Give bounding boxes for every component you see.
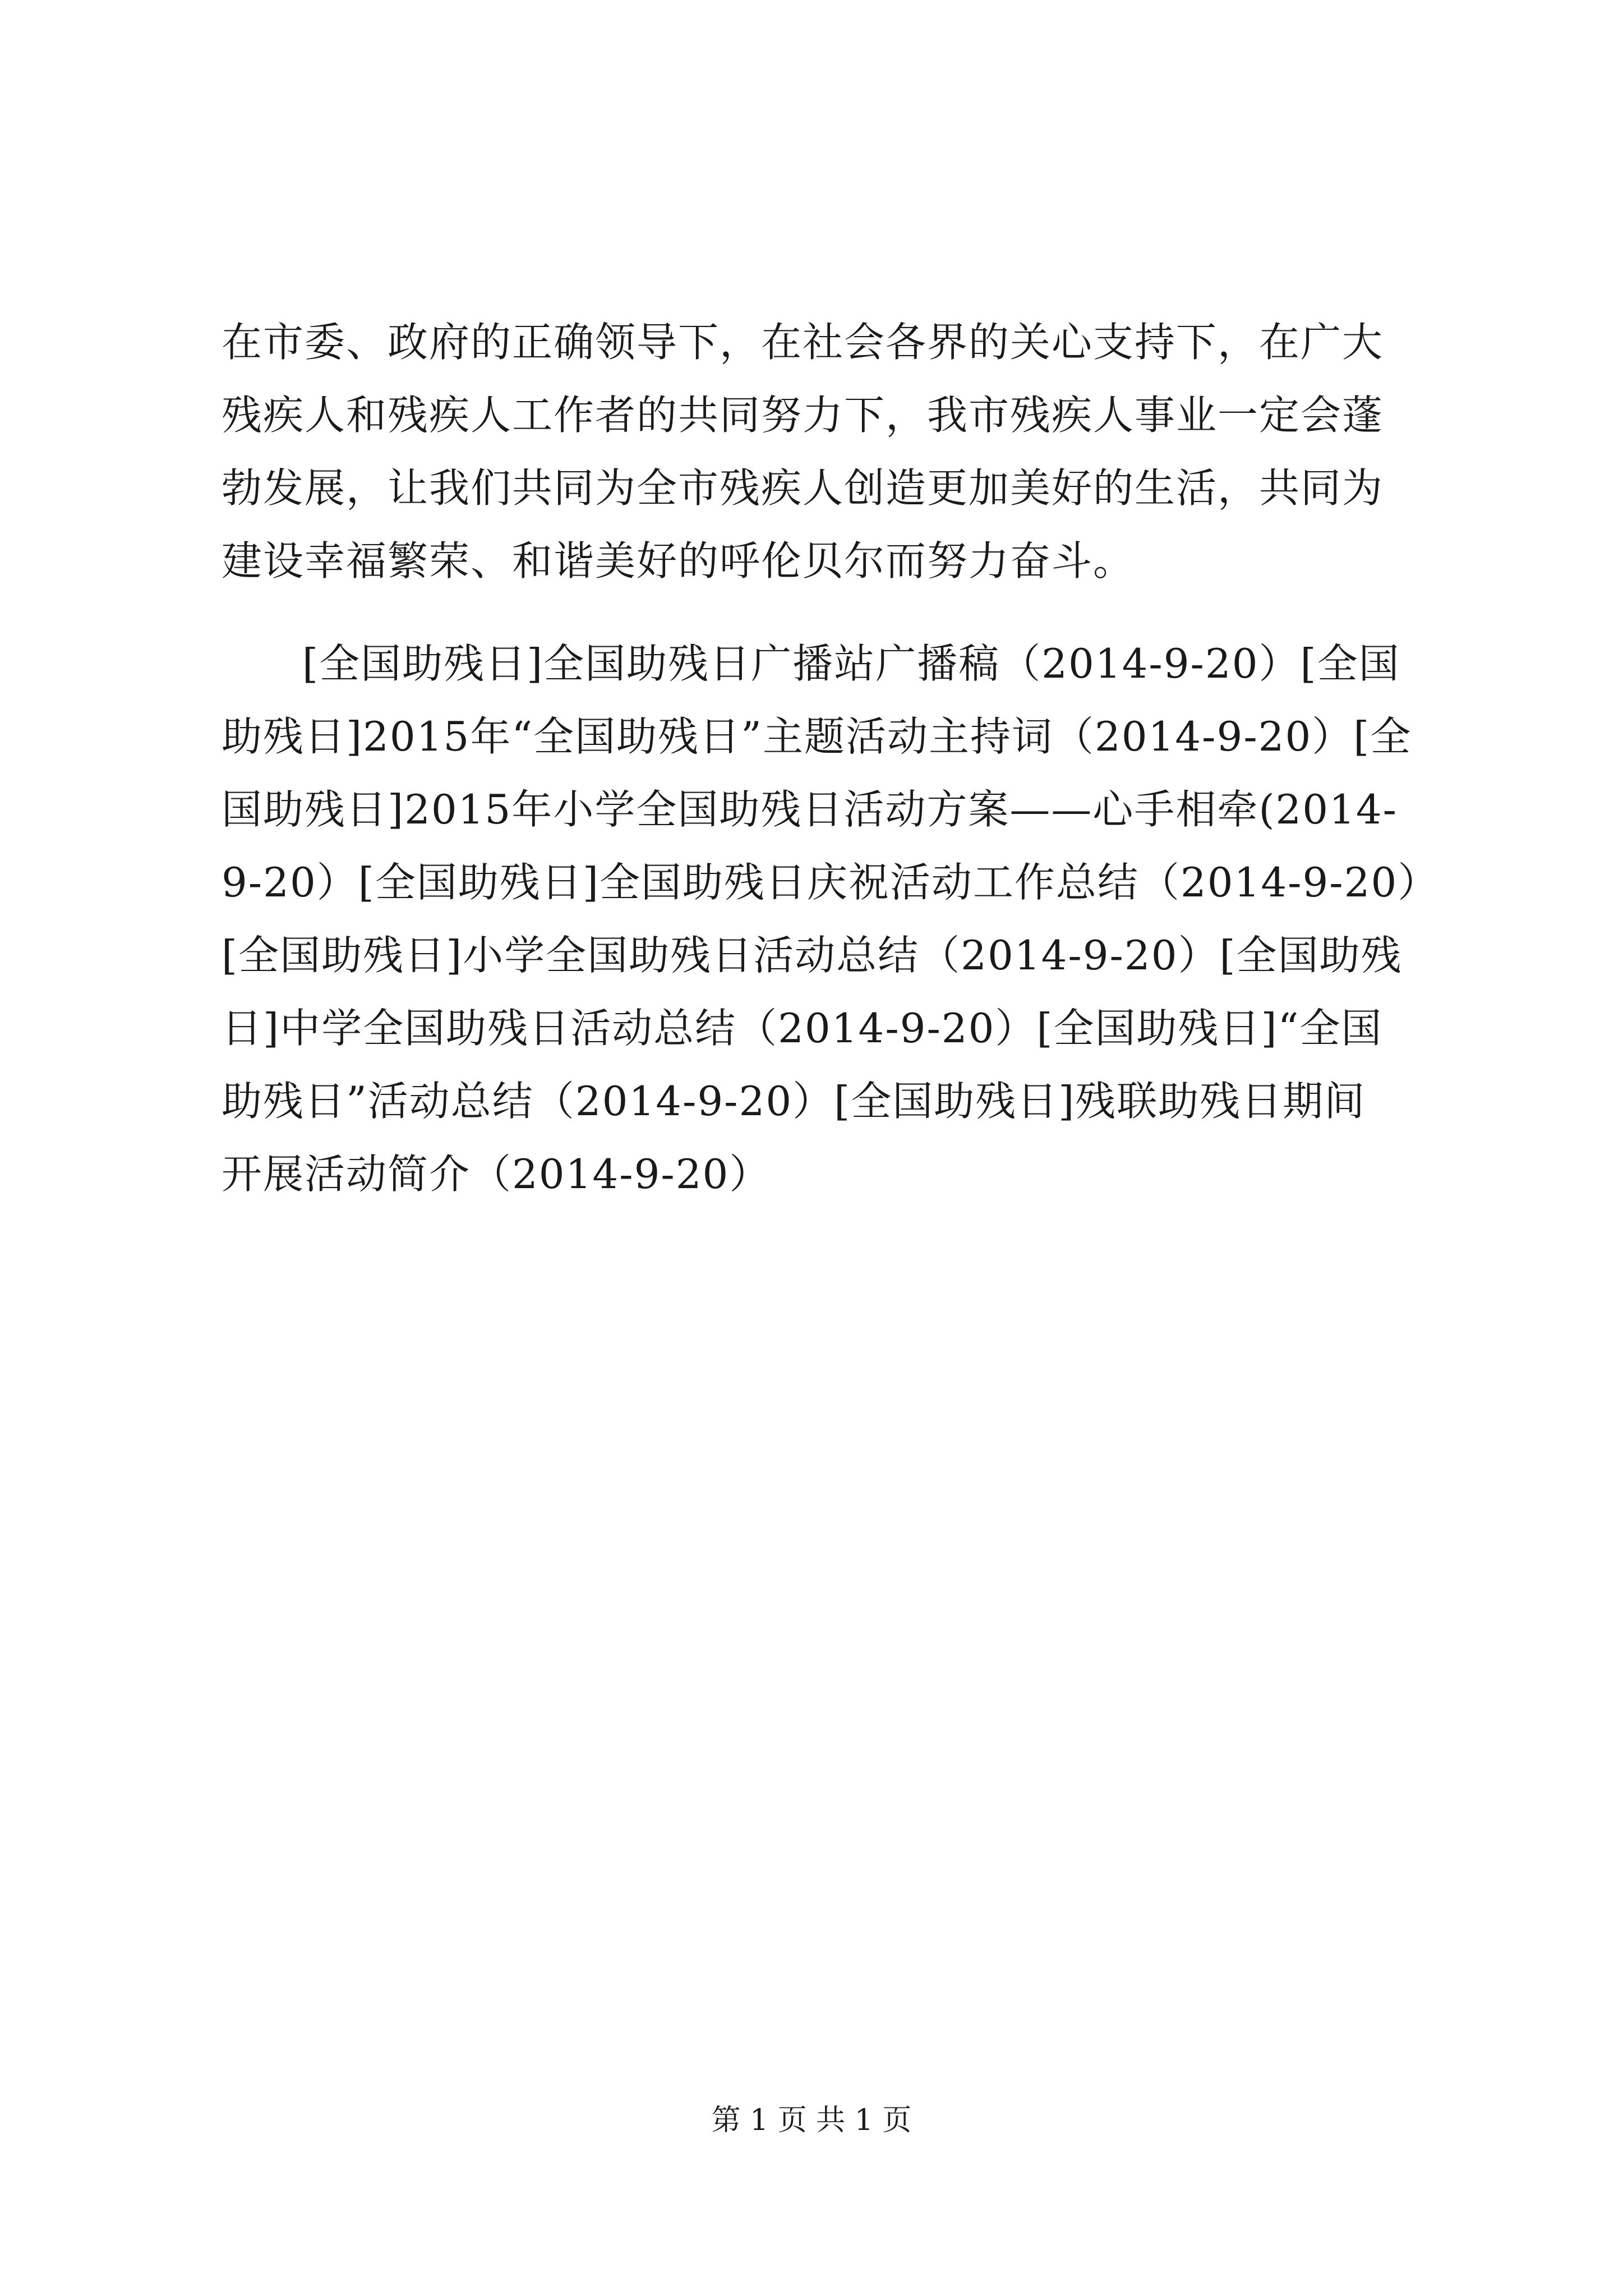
paragraph-line: 勃发展，让我们共同为全市残疾人创造更加美好的生活，共同为: [222, 464, 1384, 512]
paragraph-line: 残疾人和残疾人工作者的共同努力下，我市残疾人事业一定会蓬: [222, 392, 1384, 439]
paragraph-related-articles: [222, 627, 1440, 1211]
paragraph-line: 助残日”活动总结（2014-9-20）[全国助残日]残联助残日期间: [222, 1078, 1366, 1125]
paragraph-line: 日]中学全国助残日活动总结（2014-9-20）[全国助残日]“全国: [222, 1005, 1383, 1052]
paragraph-line: 开展活动简介（2014-9-20）: [222, 1151, 771, 1198]
paragraph-line: 助残日]2015年“全国助残日”主题活动主持词（2014-9-20）[全: [222, 713, 1412, 760]
paragraph-line: [全国助残日]小学全国助残日活动总结（2014-9-20）[全国助残: [222, 932, 1403, 979]
paragraph-line: 在市委、政府的正确领导下，在社会各界的关心支持下，在广大: [222, 319, 1384, 366]
page-footer: 第 1 页 共 1 页: [711, 2104, 912, 2137]
paragraph-line: [全国助残日]全国助残日广播站广播稿（2014-9-20）[全国: [302, 640, 1400, 687]
paragraph-line: 9-20）[全国助残日]全国助残日庆祝活动工作总结（2014-9-20）: [222, 859, 1440, 906]
paragraph-line: 建设幸福繁荣、和谐美好的呼伦贝尔而努力奋斗。: [222, 537, 1135, 585]
paragraph-closing: [222, 306, 1433, 597]
paragraph-line: 国助残日]2015年小学全国助残日活动方案——心手相牵(2014-: [222, 786, 1398, 833]
